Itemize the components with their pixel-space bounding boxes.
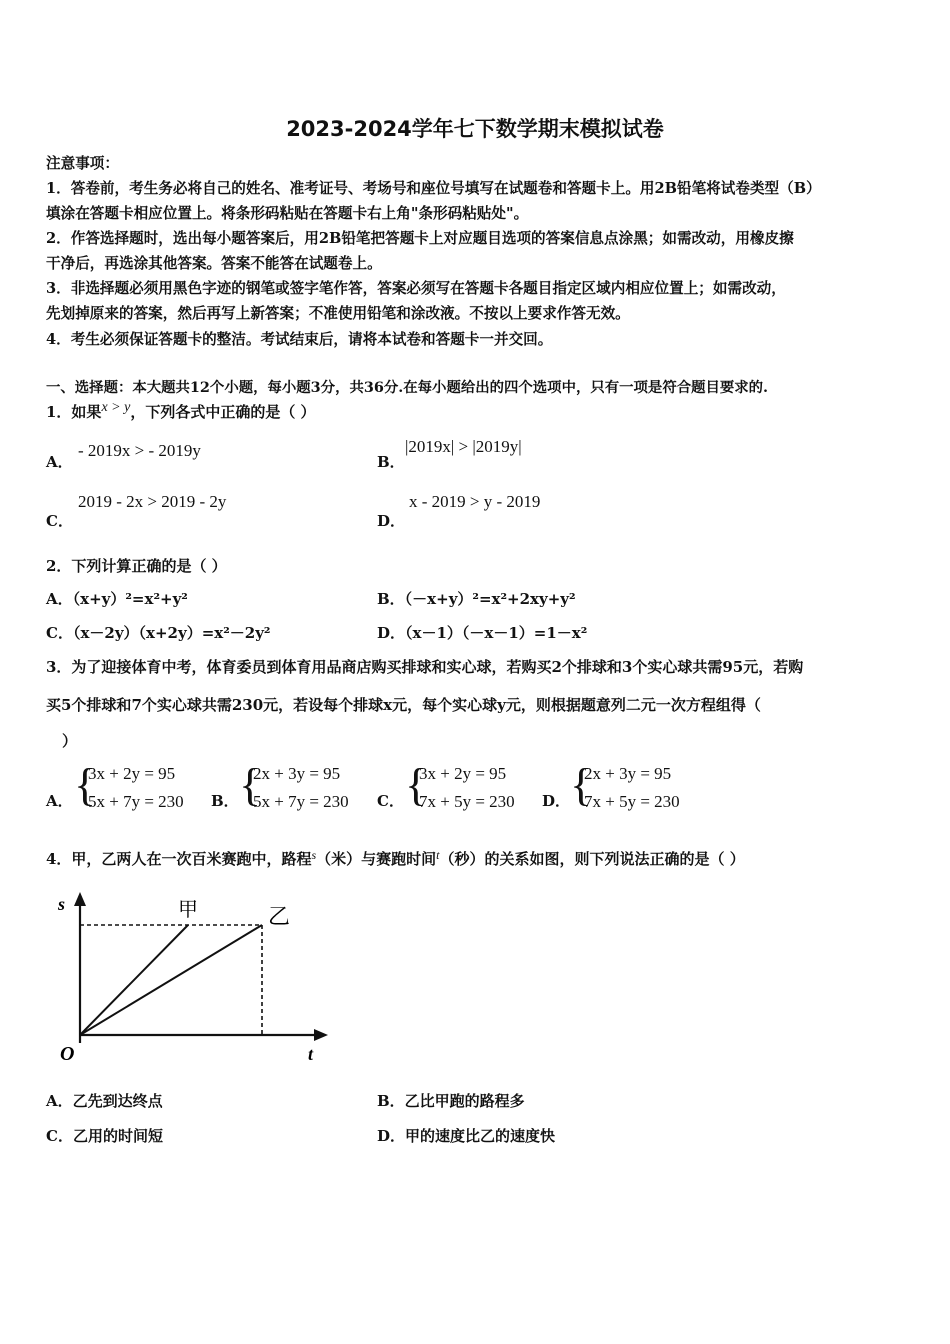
q2-option-c: C．（x－2y）（x+2y）=x²－2y² [46,624,271,642]
notice-heading: 注意事项： [46,155,119,172]
q1-option-d: x - 2019 > y - 2019 [409,492,541,511]
q3-stem-line3: ） [62,732,78,750]
section-heading: 一、选择题：本大题共12个小题，每小题3分，共36分.在每小题给出的四个选项中，只有一项是符合题目要求的. [46,379,769,396]
q2-option-a: A．（x+y）²=x²+y² [46,590,188,608]
q2-option-d: D．（x－1）（－x－1）=1－x² [377,624,588,642]
q3-stem-line1: 3．为了迎接体育中考，体育委员到体育用品商店购买排球和实心球，若购买2个排球和3个实心球共需95元，若购 [46,658,804,676]
q4-stem-part1: 4．甲，乙两人在一次百米赛跑中，路程 [46,850,312,868]
q3-option-a-brace: { [74,759,97,810]
q1-option-b-label: B． [377,453,405,471]
q1-option-d-label: D． [377,512,406,530]
label-yi: 乙 [268,905,291,930]
x-axis-arrow [314,1029,328,1041]
label-jia: 甲 [178,897,198,921]
q3-option-d-eq1: 2x + 3y = 95 [584,764,672,783]
y-axis-arrow [74,892,86,906]
x-axis-label: t [308,1044,314,1064]
q3-option-c-label: C． [377,792,404,810]
q3-option-a-label: A． [46,792,73,810]
q4-option-d: D．甲的速度比乙的速度快 [377,1127,556,1145]
q4-stem-part3: （秒）的关系如图，则下列说法正确的是（ ） [439,850,745,868]
page-title: 2023-2024学年七下数学期末模拟试卷 [286,117,664,141]
q3-option-b-brace: { [239,759,262,810]
q4-option-a: A．乙先到达终点 [46,1092,163,1110]
q1-stem-prefix: 1．如果 [46,403,102,421]
q3-option-b-label: B． [211,792,239,810]
notice-line: 3．非选择题必须用黑色字迹的钢笔或签字笔作答，答案必须写在答题卡各题目指定区域内相应位置上；如需改动， [46,280,786,297]
notice-line: 1．答卷前，考生务必将自己的姓名、准考证号、考场号和座位号填写在试题卷和答题卡上。用2B铅笔将试卷类型（B） [46,180,821,197]
q3-option-a-eq1: 3x + 2y = 95 [88,764,176,783]
q3-option-d-eq2: 7x + 5y = 230 [584,792,680,811]
q2-stem: 2．下列计算正确的是（ ） [46,557,227,575]
notice-line: 2．作答选择题时，选出每小题答案后，用2B铅笔把答题卡上对应题目选项的答案信息点涂黑；如需改动，用橡皮擦 [46,230,794,247]
q4-var-s: s [311,848,317,862]
q4-var-t: t [436,848,440,862]
q3-option-a-eq2: 5x + 7y = 230 [88,792,184,811]
q3-option-c-eq2: 7x + 5y = 230 [419,792,515,811]
q4-graph [52,888,342,1066]
q3-option-d-brace: { [570,759,593,810]
q1-option-c-label: C． [46,512,73,530]
q3-option-c-brace: { [405,759,428,810]
notice-line: 干净后，再选涂其他答案。答案不能答在试题卷上。 [46,255,382,272]
q4-stem-part2: （米）与赛跑时间 [316,850,437,868]
notice-line: 填涂在答题卡相应位置上。将条形码粘贴在答题卡右上角"条形码粘贴处"。 [46,205,529,222]
q3-option-b-eq1: 2x + 3y = 95 [253,764,341,783]
origin-label: O [60,1043,75,1065]
q1-stem-suffix: ，下列各式中正确的是（ ） [130,403,316,421]
q1-option-b: |2019x| > |2019y| [405,437,522,456]
q3-stem-line2: 买5个排球和7个实心球共需230元，若设每个排球x元，每个实心球y元，则根据题意列二元一次方程组得（ [46,696,761,714]
q4-option-c: C．乙用的时间短 [46,1127,163,1145]
q4-stem [46,848,745,869]
q1-condition: x > y [101,400,131,415]
q3-option-c-eq1: 3x + 2y = 95 [419,764,507,783]
q1-option-c: 2019 - 2x > 2019 - 2y [78,492,227,511]
q1-option-a: - 2019x > - 2019y [78,441,201,460]
notice-line: 4．考生必须保证答题卡的整洁。考试结束后，请将本试卷和答题卡一并交回。 [46,331,553,348]
q3-option-b-eq2: 5x + 7y = 230 [253,792,349,811]
notice-line: 先划掉原来的答案，然后再写上新答案；不准使用铅笔和涂改液。不按以上要求作答无效。 [46,305,630,322]
q2-option-b: B．（－x+y）²=x²+2xy+y² [377,590,576,608]
q1-stem [46,401,316,422]
q4-option-b: B．乙比甲跑的路程多 [377,1092,525,1110]
q1-option-a-label: A． [46,453,73,471]
y-axis-label: s [58,894,66,914]
q3-option-d-label: D． [542,792,571,810]
